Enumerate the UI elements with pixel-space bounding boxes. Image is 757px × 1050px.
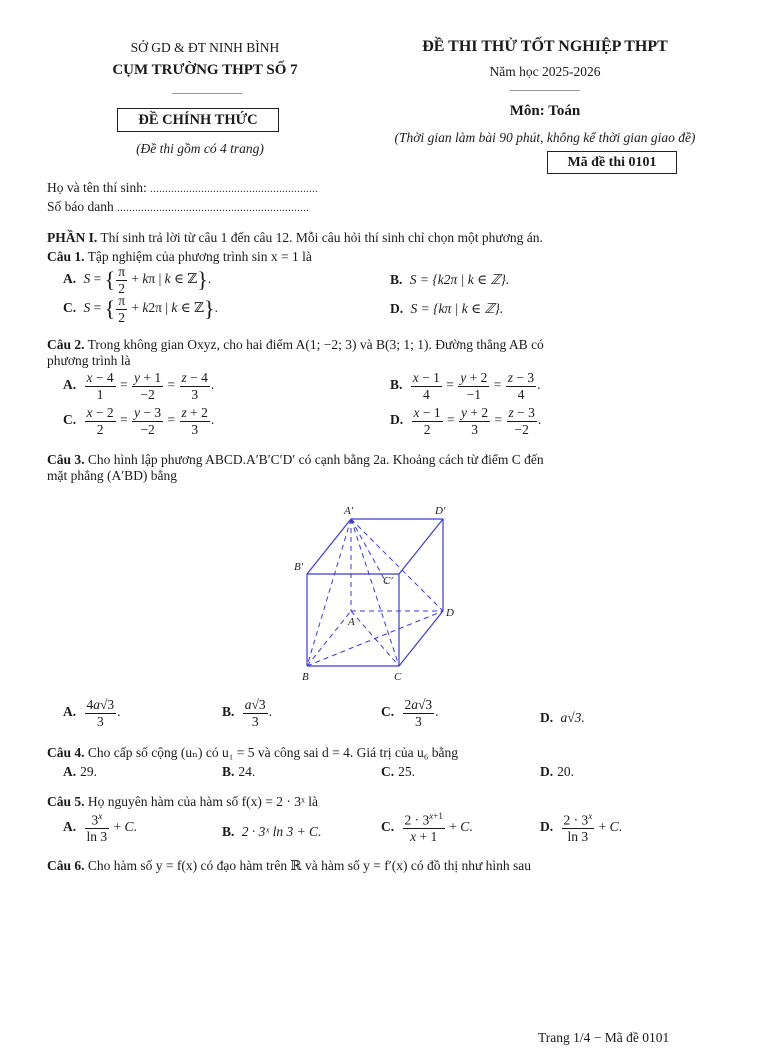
q3-a-letter: A. bbox=[63, 704, 77, 720]
cube-edge bbox=[307, 519, 351, 574]
student-name-label: Họ và tên thí sinh: bbox=[47, 180, 147, 195]
q3-d-text: a√3. bbox=[560, 710, 585, 725]
q1-b-text: S = {k2π | k ∈ ℤ}. bbox=[409, 272, 510, 287]
vertex-label-a: A bbox=[348, 616, 355, 628]
q1-c-letter: C. bbox=[63, 300, 77, 316]
page-footer: Trang 1/4 − Mã đề 0101 bbox=[538, 1030, 670, 1045]
q5-option-a[interactable]: A. $\frac{3^x}{\ln 3}$ + C. bbox=[63, 811, 137, 844]
q3-b-letter: B. bbox=[222, 704, 235, 720]
q4-b-letter: B. bbox=[222, 764, 235, 779]
q4-b-text: 24. bbox=[238, 764, 256, 779]
q2-d-letter: D. bbox=[390, 412, 404, 428]
q5-a-letter: A. bbox=[63, 818, 77, 834]
vertex-label-c: C bbox=[394, 671, 402, 683]
exam-title: ĐỀ THI THỬ TỐT NGHIỆP THPT bbox=[422, 38, 668, 55]
student-id-label: Số báo danh bbox=[47, 199, 114, 214]
q5-b-letter: B. bbox=[222, 824, 235, 839]
q2-text2: phương trình là bbox=[47, 353, 131, 368]
q4-option-a[interactable] bbox=[63, 764, 97, 780]
student-id-line bbox=[47, 199, 309, 215]
q4-text: Cho cấp số cộng (uₙ) có u₁ = 5 và công sai d = 4. Giá trị của u₆ bằng bbox=[87, 745, 459, 760]
q1-b-letter: B. bbox=[390, 272, 403, 287]
q4-a-text: 29. bbox=[80, 764, 97, 779]
cube-edge bbox=[399, 611, 443, 666]
cube-diagonal bbox=[351, 611, 399, 666]
q5-label: Câu 5. bbox=[47, 794, 85, 809]
question-1 bbox=[47, 249, 707, 265]
q1-a-letter: A. bbox=[63, 271, 77, 287]
q4-c-letter: C. bbox=[381, 764, 395, 779]
student-name-line bbox=[47, 180, 318, 196]
q1-option-b[interactable] bbox=[390, 272, 509, 288]
q3-text: Cho hình lập phương ABCD.A′B′C′D′ có cạnh bằng 2a. Khoảng cách từ điểm C đến bbox=[87, 452, 544, 467]
student-id-dots: ................................................................ bbox=[117, 203, 310, 214]
q4-label: Câu 4. bbox=[47, 745, 85, 760]
q4-c-text: 25. bbox=[398, 764, 415, 779]
question-4 bbox=[47, 745, 707, 761]
q6-text: Cho hàm số y = f(x) có đạo hàm trên ℝ và hàm số y = f′(x) có đồ thị như hình sau bbox=[87, 858, 532, 873]
vertex-label-a-prime: A′ bbox=[344, 505, 354, 517]
q6-label: Câu 6. bbox=[47, 858, 85, 873]
q2-option-c[interactable]: C. $\frac{x - 2}{2}$ = $\frac{y - 3}{-2}$ = $\frac{z + 2}{3}$ . bbox=[63, 405, 215, 437]
vertex-label-b-prime: B′ bbox=[294, 561, 304, 573]
school-year: Năm học 2025-2026 bbox=[489, 64, 601, 79]
student-name-dots: ........................................................ bbox=[150, 184, 319, 195]
q4-option-b[interactable] bbox=[222, 764, 255, 780]
q3-option-d[interactable] bbox=[540, 710, 585, 726]
part1-label: PHẦN I. bbox=[47, 230, 98, 245]
q2-c-letter: C. bbox=[63, 412, 77, 428]
cube-diagonal bbox=[351, 519, 443, 611]
q2-option-d[interactable]: D. $\frac{x - 1}{2}$ = $\frac{y + 2}{3}$ = $\frac{z - 3}{-2}$ . bbox=[390, 405, 542, 437]
q1-option-a[interactable]: A. S = { $\frac{\pi}{2}$ + kπ | k ∈ ℤ}. bbox=[63, 264, 212, 296]
pages-note: (Đề thi gồm có 4 trang) bbox=[136, 141, 264, 156]
q1-d-text: S = {kπ | k ∈ ℤ}. bbox=[410, 301, 504, 316]
question-2 bbox=[47, 337, 707, 369]
q3-option-c[interactable]: C. $\frac{2a√3}{3}$ . bbox=[381, 697, 439, 729]
q3-label: Câu 3. bbox=[47, 452, 85, 467]
q3-c-letter: C. bbox=[381, 704, 395, 720]
q2-option-a[interactable]: A. $\frac{x - 4}{1}$ = $\frac{y + 1}{-2}$ = $\frac{z - 4}{3}$ . bbox=[63, 370, 215, 402]
q4-d-letter: D. bbox=[540, 764, 554, 779]
part1-text: Thí sinh trả lời từ câu 1 đến câu 12. Mỗi câu hỏi thí sinh chỉ chọn một phương án. bbox=[100, 230, 543, 245]
part1-instruction bbox=[47, 230, 707, 246]
q5-text: Họ nguyên hàm của hàm số f(x) = 2 · 3ˣ là bbox=[87, 794, 318, 809]
subject-title: Môn: Toán bbox=[509, 103, 581, 119]
vertex-label-d: D bbox=[446, 607, 454, 619]
time-note: (Thời gian làm bài 90 phút, không kể thời gian giao đề) bbox=[394, 130, 696, 145]
vertex-label-b: B bbox=[302, 671, 309, 683]
q5-b-text: 2 · 3ˣ ln 3 + C. bbox=[241, 824, 322, 839]
q1-option-c[interactable]: C. S = { $\frac{\pi}{2}$ + k2π | k ∈ ℤ}. bbox=[63, 293, 218, 325]
q1-d-letter: D. bbox=[390, 301, 404, 316]
cluster-name: CỤM TRƯỜNG THPT SỐ 7 bbox=[112, 62, 298, 78]
q2-option-b[interactable]: B. $\frac{x - 1}{4}$ = $\frac{y + 2}{-1}$ = $\frac{z - 3}{4}$ . bbox=[390, 370, 541, 402]
q4-d-text: 20. bbox=[557, 764, 574, 779]
q5-d-letter: D. bbox=[540, 818, 554, 834]
q5-option-c[interactable]: C. $\frac{2 \cdot 3^{x+1}}{x + 1}$ + C. bbox=[381, 811, 473, 844]
cube-diagonal bbox=[307, 519, 351, 666]
exam-code-badge: Mã đề thi 0101 bbox=[547, 151, 677, 174]
q3-text2: mặt phẳng (A′BD) bằng bbox=[47, 468, 178, 483]
q4-a-letter: A. bbox=[63, 764, 77, 779]
official-badge: ĐỀ CHÍNH THỨC bbox=[117, 108, 279, 132]
q5-option-d[interactable]: D. $\frac{2 \cdot 3^x}{\ln 3}$ + C. bbox=[540, 811, 623, 844]
cube-diagonal bbox=[351, 519, 399, 666]
question-6 bbox=[47, 858, 707, 874]
department-name: SỞ GD & ĐT NINH BÌNH bbox=[130, 40, 280, 55]
q2-text: Trong không gian Oxyz, cho hai điểm A(1; −2; 3) và B(3; 1; 1). Đường thẳng AB có bbox=[87, 337, 544, 352]
q1-text: Tập nghiệm của phương trình sin x = 1 là bbox=[87, 249, 312, 264]
cube-edge bbox=[399, 519, 443, 574]
q2-label: Câu 2. bbox=[47, 337, 85, 352]
q4-option-d[interactable] bbox=[540, 764, 574, 780]
q1-label: Câu 1. bbox=[47, 249, 85, 264]
q2-a-letter: A. bbox=[63, 377, 77, 393]
q3-option-a[interactable]: A. $\frac{4a√3}{3}$ . bbox=[63, 697, 121, 729]
divider bbox=[172, 93, 242, 94]
q1-option-d[interactable] bbox=[390, 301, 503, 317]
cube-hidden-edge bbox=[307, 611, 351, 666]
q5-option-b[interactable] bbox=[222, 824, 321, 840]
q4-option-c[interactable] bbox=[381, 764, 415, 780]
cube-figure bbox=[290, 500, 470, 690]
question-5 bbox=[47, 794, 707, 810]
q3-option-b[interactable]: B. $\frac{a√3}{3}$ . bbox=[222, 697, 273, 729]
q5-c-letter: C. bbox=[381, 818, 395, 834]
q3-d-letter: D. bbox=[540, 710, 554, 725]
q2-b-letter: B. bbox=[390, 377, 403, 393]
vertex-label-d-prime: D′ bbox=[435, 505, 446, 517]
question-3 bbox=[47, 452, 707, 484]
divider bbox=[510, 90, 580, 91]
vertex-label-c-prime: C′ bbox=[383, 575, 393, 587]
